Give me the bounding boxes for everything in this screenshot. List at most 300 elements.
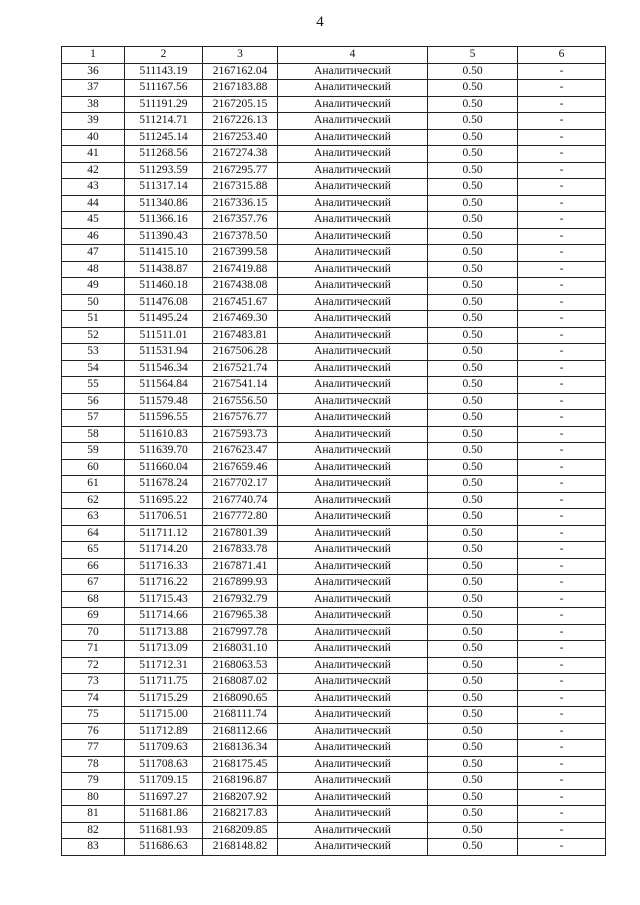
point-number-cell: 41 xyxy=(62,146,125,163)
note-cell: - xyxy=(518,179,606,196)
table-row xyxy=(62,443,606,460)
y-coordinate-cell: 2167593.73 xyxy=(203,426,278,443)
accuracy-cell: 0.50 xyxy=(428,294,518,311)
point-number-cell: 78 xyxy=(62,756,125,773)
y-coordinate-cell: 2167315.88 xyxy=(203,179,278,196)
accuracy-cell: 0.50 xyxy=(428,146,518,163)
method-cell: Аналитический xyxy=(278,641,428,658)
method-cell: Аналитический xyxy=(278,344,428,361)
accuracy-cell: 0.50 xyxy=(428,525,518,542)
accuracy-cell: 0.50 xyxy=(428,129,518,146)
x-coordinate-cell: 511579.48 xyxy=(125,393,203,410)
note-cell: - xyxy=(518,426,606,443)
note-cell: - xyxy=(518,542,606,559)
x-coordinate-cell: 511715.00 xyxy=(125,707,203,724)
accuracy-cell: 0.50 xyxy=(428,558,518,575)
accuracy-cell: 0.50 xyxy=(428,723,518,740)
point-number-cell: 42 xyxy=(62,162,125,179)
y-coordinate-cell: 2168136.34 xyxy=(203,740,278,757)
point-number-cell: 80 xyxy=(62,789,125,806)
y-coordinate-cell: 2167506.28 xyxy=(203,344,278,361)
method-cell: Аналитический xyxy=(278,690,428,707)
table-row xyxy=(62,789,606,806)
table-row xyxy=(62,162,606,179)
y-coordinate-cell: 2167419.88 xyxy=(203,261,278,278)
x-coordinate-cell: 511460.18 xyxy=(125,278,203,295)
accuracy-cell: 0.50 xyxy=(428,179,518,196)
note-cell: - xyxy=(518,278,606,295)
note-cell: - xyxy=(518,641,606,658)
y-coordinate-cell: 2168207.92 xyxy=(203,789,278,806)
point-number-cell: 79 xyxy=(62,773,125,790)
table-row xyxy=(62,245,606,262)
method-cell: Аналитический xyxy=(278,773,428,790)
method-cell: Аналитический xyxy=(278,311,428,328)
y-coordinate-cell: 2167556.50 xyxy=(203,393,278,410)
method-cell: Аналитический xyxy=(278,245,428,262)
table-row xyxy=(62,657,606,674)
method-cell: Аналитический xyxy=(278,608,428,625)
accuracy-cell: 0.50 xyxy=(428,459,518,476)
note-cell: - xyxy=(518,657,606,674)
note-cell: - xyxy=(518,129,606,146)
x-coordinate-cell: 511495.24 xyxy=(125,311,203,328)
point-number-cell: 46 xyxy=(62,228,125,245)
accuracy-cell: 0.50 xyxy=(428,327,518,344)
point-number-cell: 71 xyxy=(62,641,125,658)
x-coordinate-cell: 511713.88 xyxy=(125,624,203,641)
x-coordinate-cell: 511712.89 xyxy=(125,723,203,740)
y-coordinate-cell: 2167772.80 xyxy=(203,509,278,526)
y-coordinate-cell: 2167162.04 xyxy=(203,63,278,80)
method-cell: Аналитический xyxy=(278,63,428,80)
accuracy-cell: 0.50 xyxy=(428,212,518,229)
point-number-cell: 77 xyxy=(62,740,125,757)
method-cell: Аналитический xyxy=(278,756,428,773)
x-coordinate-cell: 511716.22 xyxy=(125,575,203,592)
note-cell: - xyxy=(518,558,606,575)
y-coordinate-cell: 2167932.79 xyxy=(203,591,278,608)
y-coordinate-cell: 2167451.67 xyxy=(203,294,278,311)
accuracy-cell: 0.50 xyxy=(428,822,518,839)
table-row xyxy=(62,228,606,245)
point-number-cell: 58 xyxy=(62,426,125,443)
note-cell: - xyxy=(518,773,606,790)
accuracy-cell: 0.50 xyxy=(428,575,518,592)
x-coordinate-cell: 511695.22 xyxy=(125,492,203,509)
point-number-cell: 52 xyxy=(62,327,125,344)
accuracy-cell: 0.50 xyxy=(428,278,518,295)
note-cell: - xyxy=(518,327,606,344)
x-coordinate-cell: 511293.59 xyxy=(125,162,203,179)
note-cell: - xyxy=(518,525,606,542)
accuracy-cell: 0.50 xyxy=(428,80,518,97)
method-cell: Аналитический xyxy=(278,624,428,641)
method-cell: Аналитический xyxy=(278,509,428,526)
y-coordinate-cell: 2167623.47 xyxy=(203,443,278,460)
x-coordinate-cell: 511697.27 xyxy=(125,789,203,806)
accuracy-cell: 0.50 xyxy=(428,426,518,443)
table-row xyxy=(62,723,606,740)
table-row xyxy=(62,525,606,542)
table-row xyxy=(62,641,606,658)
table-row xyxy=(62,344,606,361)
table-row xyxy=(62,80,606,97)
accuracy-cell: 0.50 xyxy=(428,261,518,278)
column-header-2: 2 xyxy=(125,47,203,64)
method-cell: Аналитический xyxy=(278,459,428,476)
accuracy-cell: 0.50 xyxy=(428,344,518,361)
table-row xyxy=(62,707,606,724)
y-coordinate-cell: 2167469.30 xyxy=(203,311,278,328)
point-number-cell: 72 xyxy=(62,657,125,674)
note-cell: - xyxy=(518,740,606,757)
x-coordinate-cell: 511438.87 xyxy=(125,261,203,278)
point-number-cell: 82 xyxy=(62,822,125,839)
table-row xyxy=(62,261,606,278)
table-row xyxy=(62,294,606,311)
table-row xyxy=(62,806,606,823)
note-cell: - xyxy=(518,756,606,773)
x-coordinate-cell: 511245.14 xyxy=(125,129,203,146)
table-row xyxy=(62,839,606,856)
y-coordinate-cell: 2167357.76 xyxy=(203,212,278,229)
table-row xyxy=(62,558,606,575)
method-cell: Аналитический xyxy=(278,80,428,97)
x-coordinate-cell: 511681.86 xyxy=(125,806,203,823)
note-cell: - xyxy=(518,443,606,460)
note-cell: - xyxy=(518,294,606,311)
method-cell: Аналитический xyxy=(278,707,428,724)
note-cell: - xyxy=(518,806,606,823)
x-coordinate-cell: 511713.09 xyxy=(125,641,203,658)
table-row xyxy=(62,410,606,427)
x-coordinate-cell: 511660.04 xyxy=(125,459,203,476)
method-cell: Аналитический xyxy=(278,789,428,806)
method-cell: Аналитический xyxy=(278,806,428,823)
table-row xyxy=(62,492,606,509)
method-cell: Аналитический xyxy=(278,443,428,460)
point-number-cell: 45 xyxy=(62,212,125,229)
point-number-cell: 55 xyxy=(62,377,125,394)
table-row xyxy=(62,179,606,196)
table-header-row xyxy=(62,47,606,64)
y-coordinate-cell: 2167659.46 xyxy=(203,459,278,476)
x-coordinate-cell: 511711.75 xyxy=(125,674,203,691)
note-cell: - xyxy=(518,212,606,229)
accuracy-cell: 0.50 xyxy=(428,542,518,559)
note-cell: - xyxy=(518,113,606,130)
table-row xyxy=(62,575,606,592)
x-coordinate-cell: 511681.93 xyxy=(125,822,203,839)
note-cell: - xyxy=(518,311,606,328)
note-cell: - xyxy=(518,393,606,410)
point-number-cell: 65 xyxy=(62,542,125,559)
note-cell: - xyxy=(518,492,606,509)
x-coordinate-cell: 511596.55 xyxy=(125,410,203,427)
y-coordinate-cell: 2167378.50 xyxy=(203,228,278,245)
table-row xyxy=(62,96,606,113)
point-number-cell: 39 xyxy=(62,113,125,130)
table-row xyxy=(62,327,606,344)
accuracy-cell: 0.50 xyxy=(428,360,518,377)
point-number-cell: 75 xyxy=(62,707,125,724)
point-number-cell: 62 xyxy=(62,492,125,509)
x-coordinate-cell: 511678.24 xyxy=(125,476,203,493)
point-number-cell: 69 xyxy=(62,608,125,625)
method-cell: Аналитический xyxy=(278,195,428,212)
method-cell: Аналитический xyxy=(278,212,428,229)
point-number-cell: 67 xyxy=(62,575,125,592)
accuracy-cell: 0.50 xyxy=(428,63,518,80)
note-cell: - xyxy=(518,707,606,724)
point-number-cell: 74 xyxy=(62,690,125,707)
x-coordinate-cell: 511511.01 xyxy=(125,327,203,344)
y-coordinate-cell: 2167997.78 xyxy=(203,624,278,641)
point-number-cell: 44 xyxy=(62,195,125,212)
y-coordinate-cell: 2168217.83 xyxy=(203,806,278,823)
point-number-cell: 59 xyxy=(62,443,125,460)
table-row xyxy=(62,624,606,641)
method-cell: Аналитический xyxy=(278,558,428,575)
y-coordinate-cell: 2167833.78 xyxy=(203,542,278,559)
table-row xyxy=(62,129,606,146)
table-row xyxy=(62,690,606,707)
accuracy-cell: 0.50 xyxy=(428,492,518,509)
method-cell: Аналитический xyxy=(278,740,428,757)
y-coordinate-cell: 2167965.38 xyxy=(203,608,278,625)
x-coordinate-cell: 511714.20 xyxy=(125,542,203,559)
method-cell: Аналитический xyxy=(278,476,428,493)
x-coordinate-cell: 511564.84 xyxy=(125,377,203,394)
accuracy-cell: 0.50 xyxy=(428,641,518,658)
x-coordinate-cell: 511708.63 xyxy=(125,756,203,773)
x-coordinate-cell: 511317.14 xyxy=(125,179,203,196)
x-coordinate-cell: 511366.16 xyxy=(125,212,203,229)
note-cell: - xyxy=(518,228,606,245)
x-coordinate-cell: 511390.43 xyxy=(125,228,203,245)
table-row xyxy=(62,591,606,608)
accuracy-cell: 0.50 xyxy=(428,443,518,460)
y-coordinate-cell: 2168112.66 xyxy=(203,723,278,740)
table-row xyxy=(62,459,606,476)
point-number-cell: 70 xyxy=(62,624,125,641)
method-cell: Аналитический xyxy=(278,575,428,592)
point-number-cell: 48 xyxy=(62,261,125,278)
table-row xyxy=(62,63,606,80)
y-coordinate-cell: 2167295.77 xyxy=(203,162,278,179)
method-cell: Аналитический xyxy=(278,360,428,377)
table-row xyxy=(62,278,606,295)
note-cell: - xyxy=(518,459,606,476)
accuracy-cell: 0.50 xyxy=(428,740,518,757)
x-coordinate-cell: 511531.94 xyxy=(125,344,203,361)
table-row xyxy=(62,377,606,394)
x-coordinate-cell: 511167.56 xyxy=(125,80,203,97)
y-coordinate-cell: 2167740.74 xyxy=(203,492,278,509)
accuracy-cell: 0.50 xyxy=(428,410,518,427)
note-cell: - xyxy=(518,476,606,493)
accuracy-cell: 0.50 xyxy=(428,839,518,856)
y-coordinate-cell: 2167336.15 xyxy=(203,195,278,212)
x-coordinate-cell: 511143.19 xyxy=(125,63,203,80)
accuracy-cell: 0.50 xyxy=(428,591,518,608)
x-coordinate-cell: 511715.43 xyxy=(125,591,203,608)
method-cell: Аналитический xyxy=(278,839,428,856)
accuracy-cell: 0.50 xyxy=(428,789,518,806)
table-row xyxy=(62,311,606,328)
table-body xyxy=(62,63,606,855)
y-coordinate-cell: 2167483.81 xyxy=(203,327,278,344)
accuracy-cell: 0.50 xyxy=(428,113,518,130)
table-row xyxy=(62,509,606,526)
method-cell: Аналитический xyxy=(278,261,428,278)
x-coordinate-cell: 511716.33 xyxy=(125,558,203,575)
point-number-cell: 76 xyxy=(62,723,125,740)
table-row xyxy=(62,360,606,377)
point-number-cell: 61 xyxy=(62,476,125,493)
y-coordinate-cell: 2167253.40 xyxy=(203,129,278,146)
table-row xyxy=(62,608,606,625)
x-coordinate-cell: 511715.29 xyxy=(125,690,203,707)
note-cell: - xyxy=(518,674,606,691)
x-coordinate-cell: 511268.56 xyxy=(125,146,203,163)
method-cell: Аналитический xyxy=(278,179,428,196)
column-header-4: 4 xyxy=(278,47,428,64)
method-cell: Аналитический xyxy=(278,278,428,295)
accuracy-cell: 0.50 xyxy=(428,690,518,707)
x-coordinate-cell: 511686.63 xyxy=(125,839,203,856)
note-cell: - xyxy=(518,789,606,806)
method-cell: Аналитический xyxy=(278,377,428,394)
x-coordinate-cell: 511712.31 xyxy=(125,657,203,674)
x-coordinate-cell: 511639.70 xyxy=(125,443,203,460)
method-cell: Аналитический xyxy=(278,674,428,691)
column-header-3: 3 xyxy=(203,47,278,64)
method-cell: Аналитический xyxy=(278,492,428,509)
x-coordinate-cell: 511214.71 xyxy=(125,113,203,130)
x-coordinate-cell: 511415.10 xyxy=(125,245,203,262)
point-number-cell: 43 xyxy=(62,179,125,196)
method-cell: Аналитический xyxy=(278,96,428,113)
method-cell: Аналитический xyxy=(278,542,428,559)
table-row xyxy=(62,773,606,790)
note-cell: - xyxy=(518,63,606,80)
accuracy-cell: 0.50 xyxy=(428,162,518,179)
table-row xyxy=(62,426,606,443)
y-coordinate-cell: 2167871.41 xyxy=(203,558,278,575)
method-cell: Аналитический xyxy=(278,228,428,245)
table-row xyxy=(62,195,606,212)
coordinates-table xyxy=(61,46,606,856)
accuracy-cell: 0.50 xyxy=(428,96,518,113)
method-cell: Аналитический xyxy=(278,146,428,163)
note-cell: - xyxy=(518,839,606,856)
table-row xyxy=(62,146,606,163)
point-number-cell: 57 xyxy=(62,410,125,427)
column-header-5: 5 xyxy=(428,47,518,64)
accuracy-cell: 0.50 xyxy=(428,245,518,262)
point-number-cell: 66 xyxy=(62,558,125,575)
point-number-cell: 56 xyxy=(62,393,125,410)
method-cell: Аналитический xyxy=(278,822,428,839)
point-number-cell: 60 xyxy=(62,459,125,476)
x-coordinate-cell: 511709.15 xyxy=(125,773,203,790)
page-number: 4 xyxy=(316,14,324,30)
point-number-cell: 54 xyxy=(62,360,125,377)
accuracy-cell: 0.50 xyxy=(428,476,518,493)
accuracy-cell: 0.50 xyxy=(428,311,518,328)
note-cell: - xyxy=(518,162,606,179)
y-coordinate-cell: 2167576.77 xyxy=(203,410,278,427)
table-row xyxy=(62,113,606,130)
y-coordinate-cell: 2168148.82 xyxy=(203,839,278,856)
y-coordinate-cell: 2167801.39 xyxy=(203,525,278,542)
y-coordinate-cell: 2168063.53 xyxy=(203,657,278,674)
y-coordinate-cell: 2167521.74 xyxy=(203,360,278,377)
method-cell: Аналитический xyxy=(278,113,428,130)
method-cell: Аналитический xyxy=(278,426,428,443)
y-coordinate-cell: 2168031.10 xyxy=(203,641,278,658)
accuracy-cell: 0.50 xyxy=(428,624,518,641)
x-coordinate-cell: 511476.08 xyxy=(125,294,203,311)
note-cell: - xyxy=(518,96,606,113)
table-row xyxy=(62,476,606,493)
y-coordinate-cell: 2168090.65 xyxy=(203,690,278,707)
method-cell: Аналитический xyxy=(278,327,428,344)
method-cell: Аналитический xyxy=(278,294,428,311)
point-number-cell: 37 xyxy=(62,80,125,97)
x-coordinate-cell: 511711.12 xyxy=(125,525,203,542)
column-header-6: 6 xyxy=(518,47,606,64)
point-number-cell: 40 xyxy=(62,129,125,146)
x-coordinate-cell: 511706.51 xyxy=(125,509,203,526)
y-coordinate-cell: 2168087.02 xyxy=(203,674,278,691)
point-number-cell: 63 xyxy=(62,509,125,526)
note-cell: - xyxy=(518,261,606,278)
accuracy-cell: 0.50 xyxy=(428,657,518,674)
point-number-cell: 73 xyxy=(62,674,125,691)
table-row xyxy=(62,674,606,691)
point-number-cell: 49 xyxy=(62,278,125,295)
table-row xyxy=(62,212,606,229)
accuracy-cell: 0.50 xyxy=(428,773,518,790)
y-coordinate-cell: 2167205.15 xyxy=(203,96,278,113)
accuracy-cell: 0.50 xyxy=(428,393,518,410)
point-number-cell: 51 xyxy=(62,311,125,328)
point-number-cell: 50 xyxy=(62,294,125,311)
note-cell: - xyxy=(518,245,606,262)
note-cell: - xyxy=(518,624,606,641)
y-coordinate-cell: 2167399.58 xyxy=(203,245,278,262)
x-coordinate-cell: 511709.63 xyxy=(125,740,203,757)
accuracy-cell: 0.50 xyxy=(428,228,518,245)
note-cell: - xyxy=(518,822,606,839)
x-coordinate-cell: 511191.29 xyxy=(125,96,203,113)
accuracy-cell: 0.50 xyxy=(428,756,518,773)
point-number-cell: 36 xyxy=(62,63,125,80)
accuracy-cell: 0.50 xyxy=(428,806,518,823)
note-cell: - xyxy=(518,509,606,526)
note-cell: - xyxy=(518,575,606,592)
method-cell: Аналитический xyxy=(278,591,428,608)
accuracy-cell: 0.50 xyxy=(428,195,518,212)
x-coordinate-cell: 511610.83 xyxy=(125,426,203,443)
accuracy-cell: 0.50 xyxy=(428,608,518,625)
note-cell: - xyxy=(518,608,606,625)
note-cell: - xyxy=(518,195,606,212)
y-coordinate-cell: 2167183.88 xyxy=(203,80,278,97)
